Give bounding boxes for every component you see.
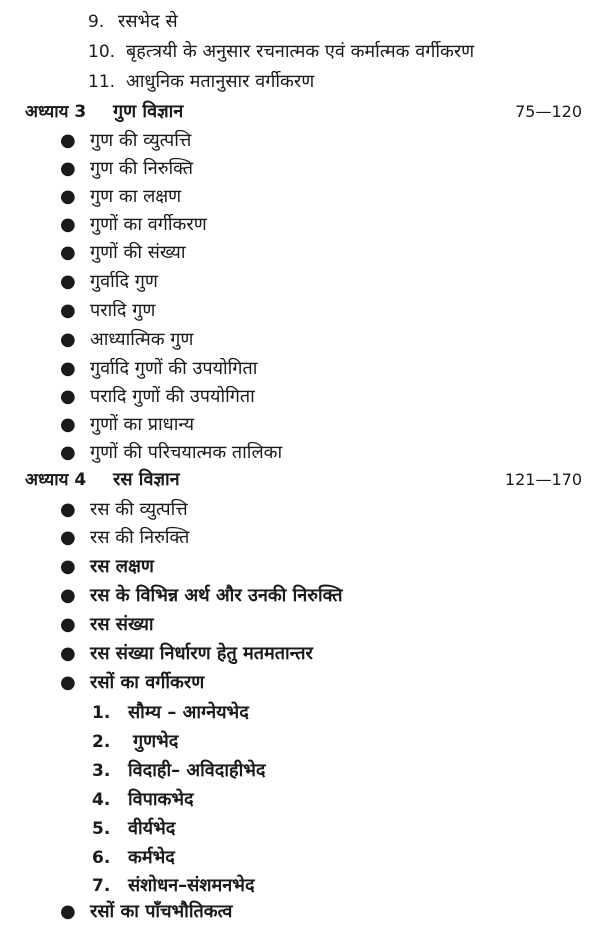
chapter-heading [0,466,600,494]
sublist-item [0,757,600,785]
page-range: 75—120 [515,102,582,121]
bullet-item [0,439,600,467]
bullet-text: परादि गुण [90,300,156,321]
sublist-text: संशोधन–संशमनभेद [128,875,255,896]
bullet-text: रस संख्या निर्धारण हेतु मतमतान्तर [90,643,313,664]
sublist-number: 2. [92,732,111,752]
bullet-text: आध्यात्मिक गुण [90,329,194,350]
bullet-icon: ● [60,442,76,463]
sublist-number: 7. [92,876,111,896]
sublist-number: 3. [92,761,111,781]
bullet-text: गुण का लक्षण [90,186,182,207]
bullet-icon: ● [60,130,76,151]
bullet-item [0,582,600,610]
bullet-text: गुर्वादि गुण [90,271,158,292]
sublist-text: सौम्य – आग्नेयभेद [128,702,249,723]
bullet-text: रस की निरुक्ति [90,527,190,548]
bullet-item [0,496,600,524]
bullet-icon: ● [60,672,76,693]
bullet-item [0,239,600,267]
bullet-icon: ● [60,614,76,635]
sublist-text: वीर्यभेद [128,818,176,839]
sublist-text: विदाही– अविदाहीभेद [128,760,266,781]
bullet-item [0,411,600,439]
bullet-text: गुण की निरुक्ति [90,158,194,179]
bullet-item [0,127,600,155]
chapter-heading [0,98,600,126]
bullet-item [0,383,600,411]
entry-text: बृहत्त्रयी के अनुसार रचनात्मक एवं कर्मात्मक वर्गीकरण [126,41,475,62]
bullet-text: रस की व्युत्पत्ति [90,499,188,520]
sublist-number: 1. [92,703,111,723]
sublist-number: 5. [92,819,111,839]
bullet-text: गुण की व्युत्पत्ति [90,130,192,151]
bullet-item [0,183,600,211]
bullet-item [0,553,600,581]
bullet-icon: ● [60,329,76,350]
bullet-icon: ● [60,271,76,292]
bullet-text: रसों का वर्गीकरण [90,672,205,693]
sublist-item [0,815,600,843]
chapter-title: रस विज्ञान [113,469,180,490]
chapter-label: अध्याय 3 [25,102,87,122]
bullet-icon: ● [60,214,76,235]
bullet-text: रसों का पाँचभौतिकत्व [90,901,233,922]
bullet-icon: ● [60,300,76,321]
bullet-icon: ● [60,158,76,179]
bullet-icon: ● [60,414,76,435]
bullet-icon: ● [60,358,76,379]
sublist-number: 4. [92,790,111,810]
bullet-item [0,355,600,383]
bullet-item [0,898,600,926]
bullet-icon: ● [60,556,76,577]
sublist-item [0,872,600,900]
bullet-icon: ● [60,242,76,263]
bullet-icon: ● [60,643,76,664]
chapter-label: अध्याय 4 [25,470,87,490]
bullet-item [0,155,600,183]
sublist-text: गुणभेद [133,731,179,752]
bullet-text: परादि गुणों की उपयोगिता [90,386,255,407]
bullet-text: रस के विभिन्न अर्थ और उनकी निरुक्ति [90,585,343,606]
bullet-item [0,326,600,354]
sublist-item [0,699,600,727]
bullet-item [0,524,600,552]
toc-entry [0,8,600,36]
entry-text: आधुनिक मतानुसार वर्गीकरण [126,71,315,92]
bullet-text: गुणों की परिचयात्मक तालिका [90,442,283,463]
sublist-item [0,844,600,872]
sublist-text: कर्मभेद [128,847,175,868]
toc-entry [0,68,600,96]
bullet-text: गुणों की संख्या [90,242,186,263]
sublist-item [0,786,600,814]
entry-text: रसभेद से [118,11,178,32]
entry-number: 11. [88,72,116,92]
bullet-icon: ● [60,527,76,548]
bullet-text: गुणों का प्राधान्य [90,414,195,435]
bullet-item [0,297,600,325]
toc-entry [0,38,600,66]
bullet-icon: ● [60,499,76,520]
bullet-text: गुर्वादि गुणों की उपयोगिता [90,358,258,379]
page-range: 121—170 [504,470,582,489]
bullet-text: रस लक्षण [90,556,154,577]
bullet-icon: ● [60,186,76,207]
bullet-item [0,640,600,668]
bullet-icon: ● [60,585,76,606]
bullet-icon: ● [60,901,76,922]
bullet-item [0,211,600,239]
bullet-text: रस संख्या [90,614,154,635]
sublist-item [0,728,600,756]
sublist-number: 6. [92,848,111,868]
bullet-item [0,669,600,697]
entry-number: 10. [88,42,116,62]
entry-number: 9. [88,12,105,32]
bullet-item [0,268,600,296]
bullet-text: गुणों का वर्गीकरण [90,214,207,235]
bullet-icon: ● [60,386,76,407]
chapter-title: गुण विज्ञान [113,101,184,122]
sublist-text: विपाकभेद [128,789,194,810]
bullet-item [0,611,600,639]
